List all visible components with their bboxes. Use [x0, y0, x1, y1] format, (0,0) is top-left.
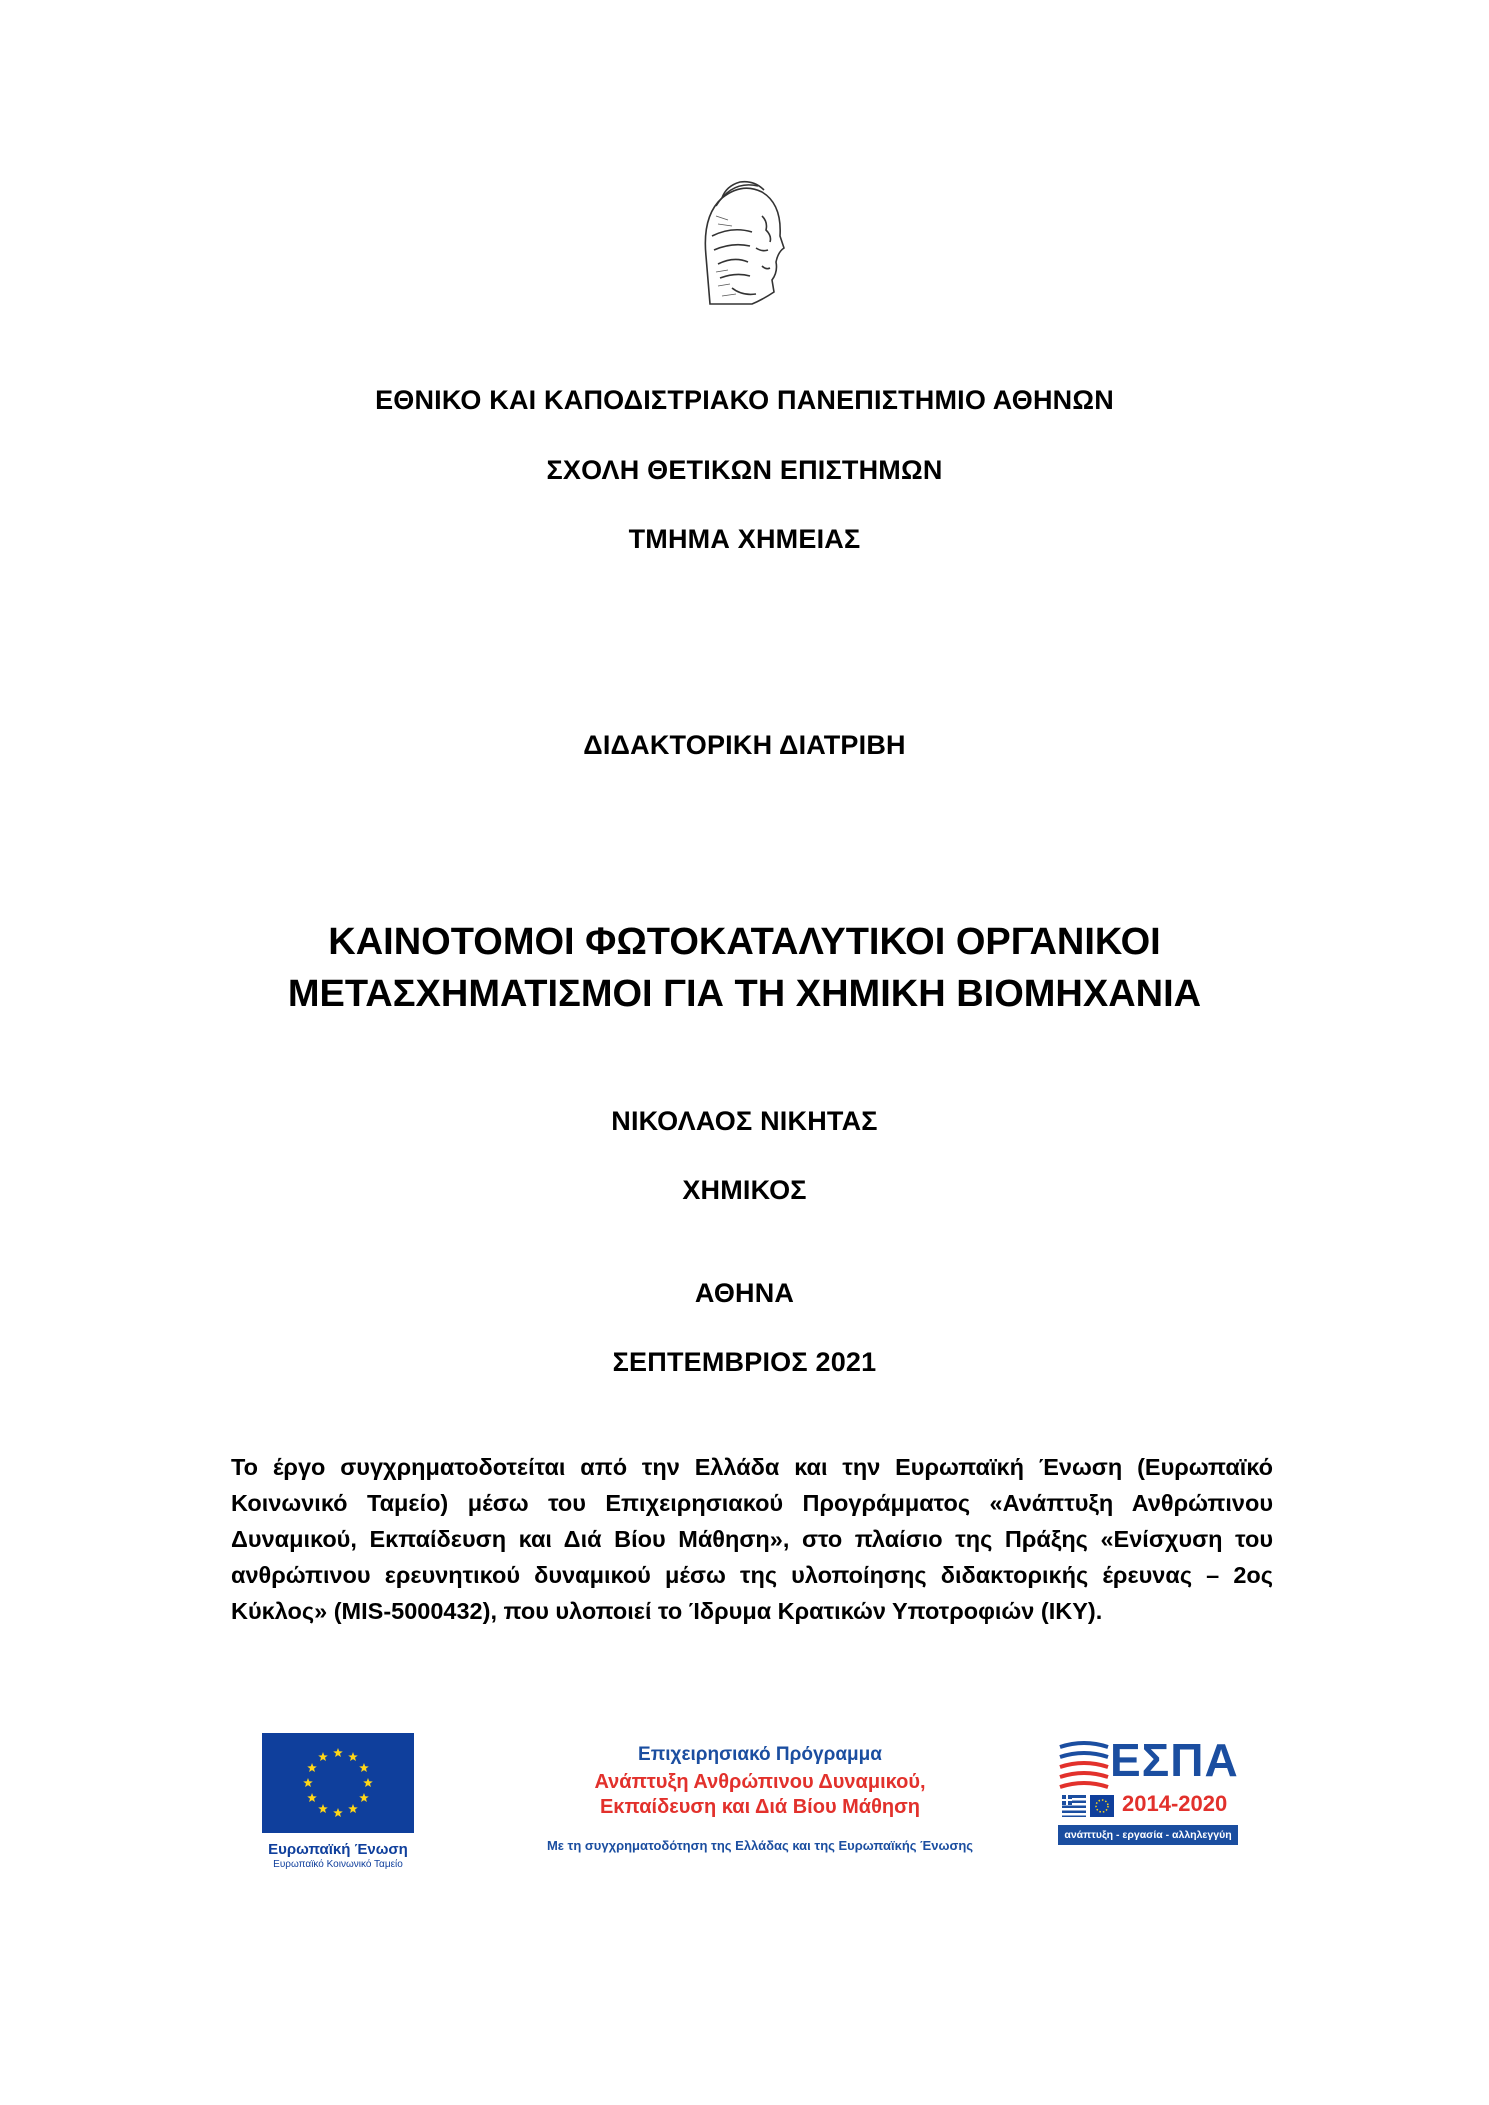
- eu-logo: [262, 1733, 414, 1870]
- university-name: ΕΘΝΙΚΟ ΚΑΙ ΚΑΠΟΔΙΣΤΡΙΑΚΟ ΠΑΝΕΠΙΣΤΗΜΙΟ ΑΘΗΝΩΝ: [375, 385, 1114, 415]
- espa-tagline: ανάπτυξη - εργασία - αλληλεγγύη: [1058, 1825, 1238, 1845]
- greek-eu-flags-icon: [1062, 1795, 1114, 1817]
- op-footer: Με τη συγχρηματοδότηση της Ελλάδας και της Ευρωπαϊκής Ένωσης: [546, 1838, 974, 1853]
- department-name: ΤΜΗΜΑ ΧΗΜΕΙΑΣ: [628, 524, 861, 554]
- document-type: ΔΙΔΑΚΤΟΡΙΚΗ ΔΙΑΤΡΙΒΗ: [583, 730, 906, 760]
- op-line1: Επιχειρησιακό Πρόγραμμα: [638, 1744, 882, 1765]
- author-profession: ΧΗΜΙΚΟΣ: [682, 1175, 807, 1205]
- eu-flag-icon: [262, 1733, 414, 1833]
- thesis-title-line1: ΚΑΙΝΟΤΟΜΟΙ ΦΩΤΟΚΑΤΑΛΥΤΙΚΟΙ ΟΡΓΑΝΙΚΟΙ: [328, 921, 1161, 963]
- op-line2a: Ανάπτυξη Ανθρώπινου Δυναμικού,: [594, 1771, 926, 1793]
- place: ΑΘΗΝΑ: [694, 1278, 795, 1308]
- operational-programme-logo: [520, 1744, 1000, 1853]
- espa-word: ΕΣΠΑ: [1110, 1734, 1239, 1786]
- thesis-title-line2: ΜΕΤΑΣΧΗΜΑΤΙΣΜΟΙ ΓΙΑ ΤΗ ΧΗΜΙΚΗ ΒΙΟΜΗΧΑΝΙΑ: [287, 973, 1202, 1015]
- school-name: ΣΧΟΛΗ ΘΕΤΙΚΩΝ ΕΠΙΣΤΗΜΩΝ: [546, 455, 943, 485]
- eu-caption: Ευρωπαϊκή Ένωση: [268, 1841, 408, 1858]
- espa-logo: [1058, 1733, 1238, 1845]
- op-line2b: Εκπαίδευση και Διά Βίου Μάθηση: [599, 1796, 921, 1818]
- eu-subcaption: Ευρωπαϊκό Κοινωνικό Ταμείο: [273, 1859, 403, 1870]
- date: ΣΕΠΤΕΜΒΡΙΟΣ 2021: [612, 1347, 877, 1377]
- op-line2: [520, 1770, 1000, 1820]
- thesis-title: [0, 916, 1489, 1020]
- author-name: ΝΙΚΟΛΑΟΣ ΝΙΚΗΤΑΣ: [611, 1106, 878, 1136]
- espa-waves-icon: [1058, 1739, 1110, 1789]
- espa-years: 2014-2020: [1122, 1791, 1228, 1816]
- university-emblem-athena-icon: [692, 176, 798, 310]
- funding-statement: Το έργο συγχρηματοδοτείται από την Ελλάδα και την Ευρωπαϊκή Ένωση (Ευρωπαϊκό Κοινωνικό Ταμείο) μέσω του Επιχειρησιακού Προγράμματος «Ανάπτυξη Ανθρώπινου Δυναμικού, Εκπαίδευση και Διά Βίου Μάθηση», στο πλαίσιο της Πράξης «Ενίσχυση του ανθρώπινου ερευνητικού δυναμικού μέσω της υλοποίησης διδακτορικής έρευνας – 2ος Κύκλος» (MIS-5000432), που υλοποιεί το Ίδρυμα Κρατικών Υποτροφιών (ΙΚΥ).: [231, 1454, 1273, 1624]
